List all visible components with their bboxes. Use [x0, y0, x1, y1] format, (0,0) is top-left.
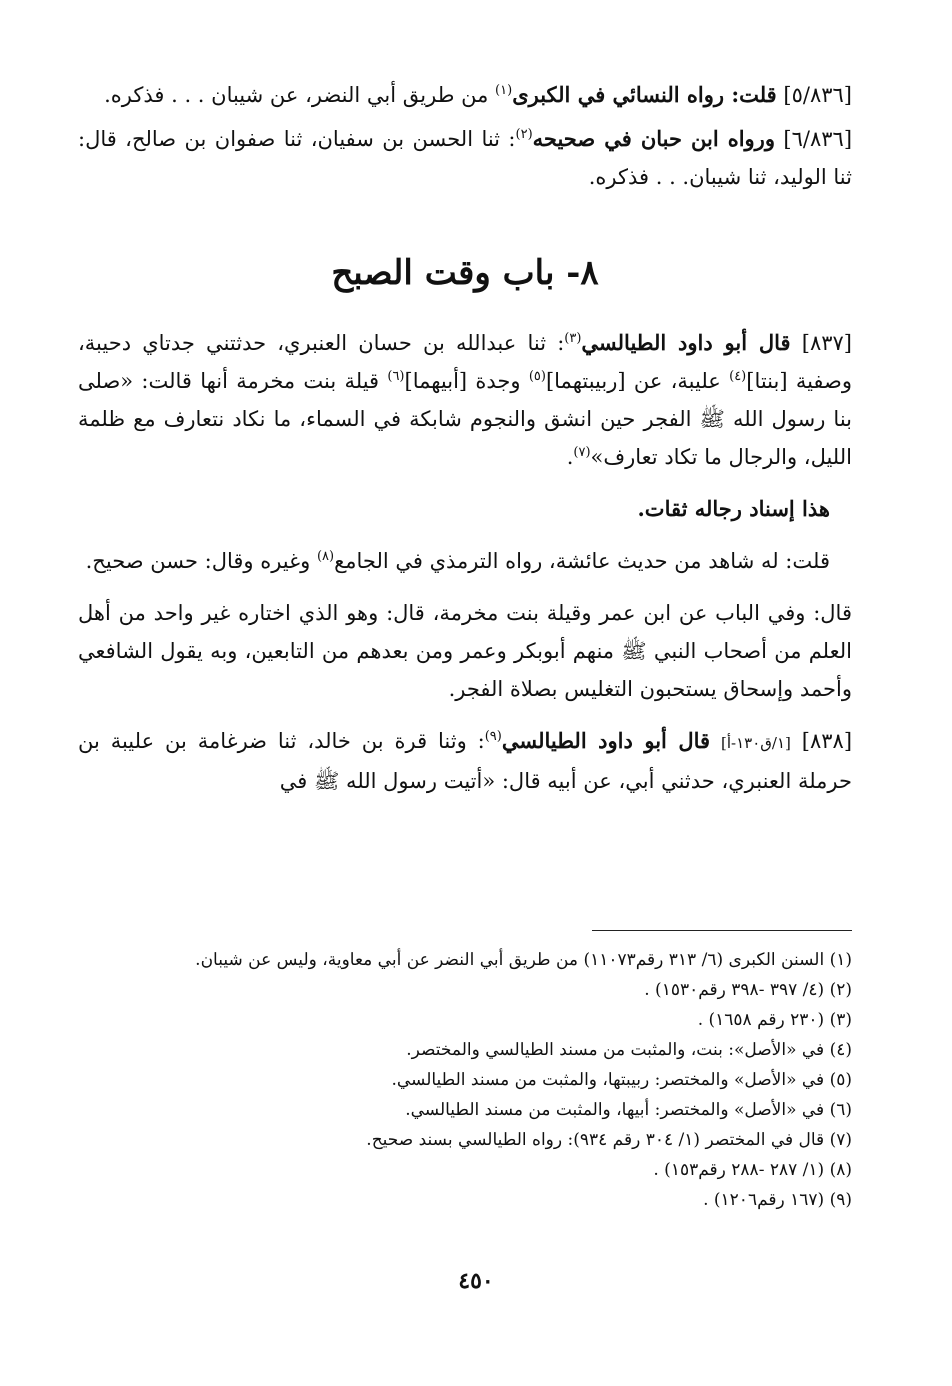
bold-text: قال أبو داود الطيالسي — [581, 330, 791, 355]
paragraph-qal: قال: وفي الباب عن ابن عمر وقيلة بنت مخرمة، قال: وهو الذي اختاره غير واحد من أهل العلم من أصحاب النبي ﷺ منهم أبوبكر وعمر ومن بعدهم من التابعين، وبه يقول الشافعي وأحمد وإسحاق يستحبون التغليس بصلاة الفجر. — [78, 601, 852, 701]
spacer — [78, 580, 852, 594]
hadith-number: [٨٣٧] — [801, 331, 852, 355]
chapter-heading: ٨- باب وقت الصبح — [331, 253, 599, 293]
body-text: قلت: له شاهد من حديث عائشة، رواه الترمذي في الجامع — [334, 549, 830, 573]
footnote-ref[interactable]: (٦) — [387, 369, 405, 384]
footnote-ref[interactable]: (٧) — [573, 445, 591, 460]
footnote-ref[interactable]: (٢) — [515, 127, 533, 142]
footnote-ref[interactable]: (٤) — [729, 369, 747, 384]
isnad-grading: هذا إسناد رجاله ثقات. — [637, 496, 830, 521]
paragraph-836-5 — [78, 76, 852, 114]
footnotes — [78, 945, 852, 1215]
bold-text: ورواه ابن حبان في صحيحه — [532, 126, 775, 151]
footnote-9: (٩) (١٦٧ رقم١٢٠٦) . — [703, 1190, 852, 1210]
hadith-number: [٥/٨٣٦] — [783, 83, 852, 107]
footnote-ref[interactable]: (٣) — [564, 331, 582, 346]
body-text: : وثنا قرة بن خالد، ثنا ضرغامة بن عليبة بن حرملة العنبري، حدثني أبي، عن أبيه قال: «أتيت رسول الله ﷺ في — [78, 729, 852, 793]
footnote-ref[interactable]: (١) — [495, 83, 513, 98]
paragraph-838 — [78, 722, 852, 800]
body-text: عليبة، عن [ربيبتهما] — [545, 369, 730, 393]
footnote-8: (٨) (١/ ٢٨٧ -٢٨٨ رقم١٥٣) . — [653, 1160, 852, 1180]
spacer — [78, 528, 852, 542]
body-text: : ثنا الحسن بن سفيان، ثنا صفوان بن صالح، قال: ثنا الوليد، ثنا شيبان. . . فذكره. — [78, 127, 852, 189]
hadith-number: [٦/٨٣٦] — [783, 127, 853, 151]
paragraph-836-6 — [78, 120, 852, 196]
page-number: ٤٥٠ — [458, 1268, 494, 1294]
footnote-4: (٤) في «الأصل»: بنت، والمثبت من مسند الطيالسي والمختصر. — [406, 1040, 852, 1060]
footnote-3: (٣) (٢٣٠ رقم ١٦٥٨) . — [697, 1010, 852, 1030]
paragraph-837 — [78, 324, 852, 476]
bold-text: قال أبو داود الطيالسي — [501, 728, 711, 753]
footnote-2: (٢) (٤/ ٣٩٧ -٣٩٨ رقم١٥٣٠) . — [644, 980, 852, 1000]
body-text: . — [566, 445, 574, 469]
footnote-divider — [592, 930, 852, 931]
footnote-ref[interactable]: (٨) — [316, 549, 335, 564]
footnote-ref[interactable]: (٥) — [528, 369, 546, 384]
body-text: وغيره وقال: حسن صحيح. — [85, 549, 317, 573]
paragraph-qult — [78, 542, 852, 580]
body-text: قيلة بنت مخرمة أنها قالت: «صلى بنا رسول الله ﷺ الفجر حين انشق والنجوم شابكة في السماء، ما نكاد نتعارف مع ظلمة الليل، والرجال ما تكاد تعارف» — [78, 369, 852, 469]
spacer — [78, 708, 852, 722]
body-text: وجدة [أبيهما] — [404, 369, 529, 393]
footnote-5: (٥) في «الأصل» والمختصر: ربيبتها، والمثبت من مسند الطيالسي. — [391, 1070, 852, 1090]
footnote-1: (١) السنن الكبرى (٦/ ٣١٣ رقم١١٠٧٣) من طريق أبي النضر عن أبي معاوية، وليس عن شيبان. — [195, 950, 852, 970]
footnote-ref[interactable]: (٩) — [484, 729, 502, 744]
manuscript-ref: [١/ق١٣٠-أ] — [720, 734, 791, 752]
body-text: من طريق أبي النضر، عن شيبان . . . فذكره. — [104, 83, 489, 107]
body-text: : ثنا عبدالله بن حسان العنبري، حدثتني جدتاي دحيبة، وصفية [بنتا] — [78, 331, 853, 393]
footnote-6: (٦) في «الأصل» والمختصر: أبيها، والمثبت من مسند الطيالسي. — [405, 1100, 852, 1120]
footnote-7: (٧) قال في المختصر (١/ ٣٠٤ رقم ٩٣٤): رواه الطيالسي بسند صحيح. — [366, 1130, 852, 1150]
hadith-number: [٨٣٨] — [801, 729, 853, 753]
bold-text: قلت: رواه النسائي في الكبرى — [512, 82, 777, 107]
spacer — [78, 476, 852, 490]
